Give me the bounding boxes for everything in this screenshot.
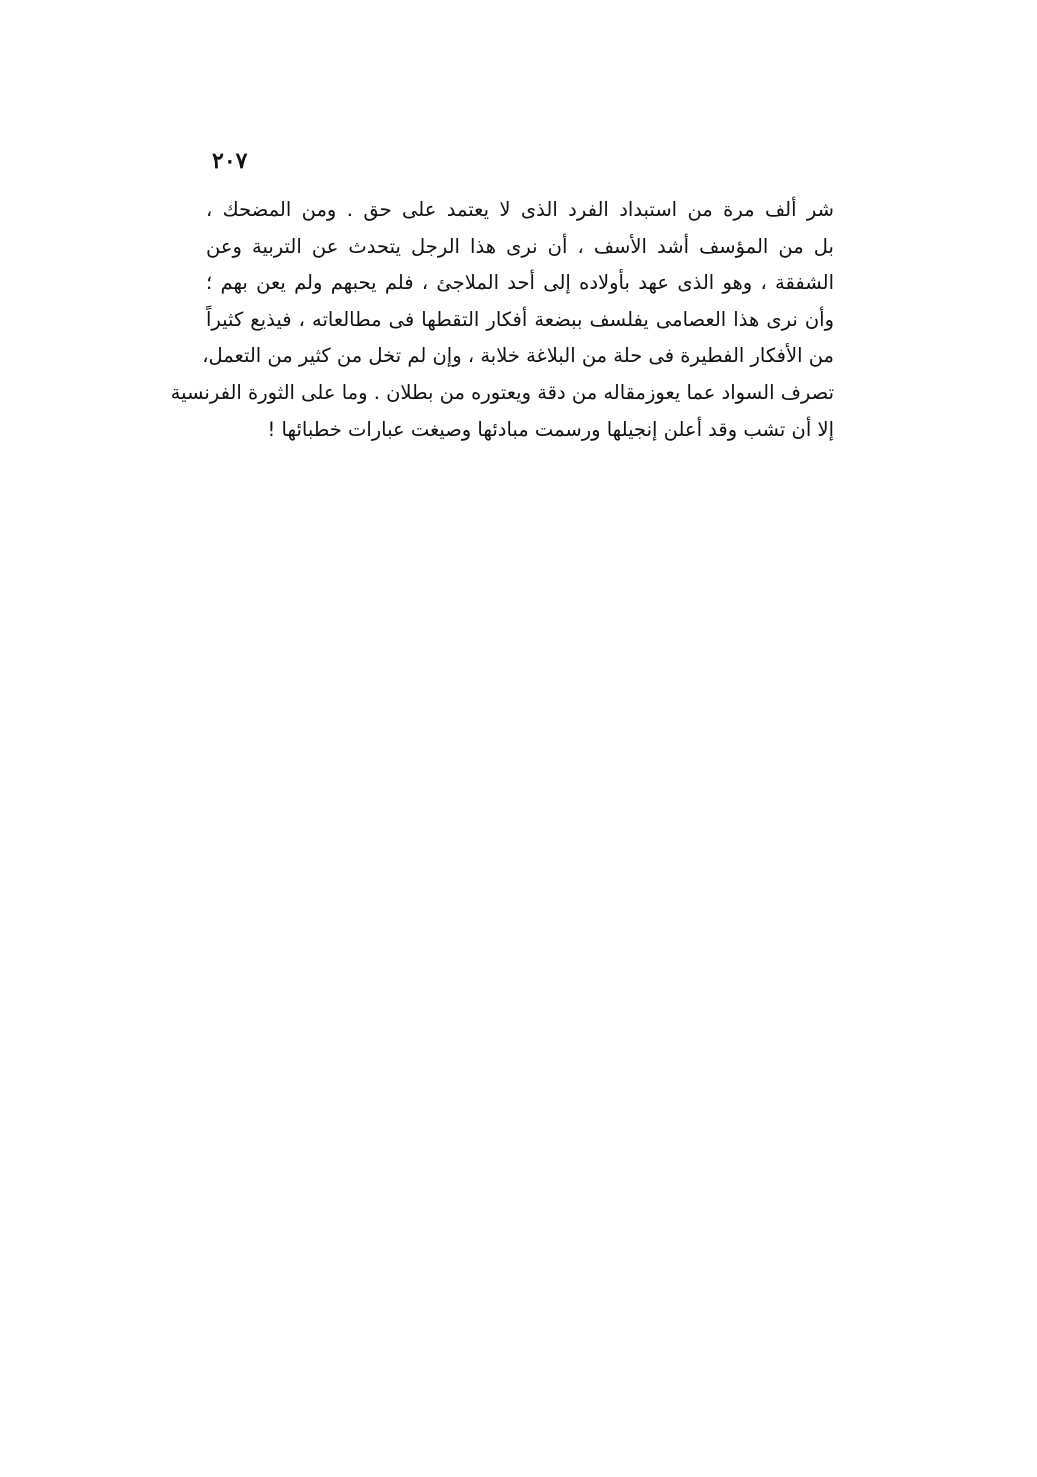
text-line: تصرف السواد عما يعوزمقاله من دقة ويعتوره من بطلان . وما على الثورة الفرنسية (170, 380, 834, 404)
text-line: إلا أن تشب وقد أعلن إنجيلها ورسمت مبادئها وصيغت عبارات خطبائها ! (267, 417, 834, 441)
text-line: بل من المؤسف أشد الأسف ، أن نرى هذا الرجل يتحدث عن التربية وعن (206, 234, 834, 258)
page-number: ٢٠٧ (212, 148, 248, 174)
text-line: وأن نرى هذا العصامى يفلسف ببضعة أفكار التقطها فى مطالعاته ، فيذيع كثيراً (206, 307, 834, 331)
text-line: شر ألف مرة من استبداد الفرد الذى لا يعتمد على حق . ومن المضحك ، (206, 198, 834, 221)
body-paragraph (170, 192, 834, 448)
text-line: من الأفكار الفطيرة فى حلة من البلاغة خلابة ، وإن لم تخل من كثير من التعمل، (202, 344, 834, 368)
text-line: الشفقة ، وهو الذى عهد بأولاده إلى أحد الملاجئ ، فلم يحبهم ولم يعن بهم ؛ (206, 271, 834, 295)
